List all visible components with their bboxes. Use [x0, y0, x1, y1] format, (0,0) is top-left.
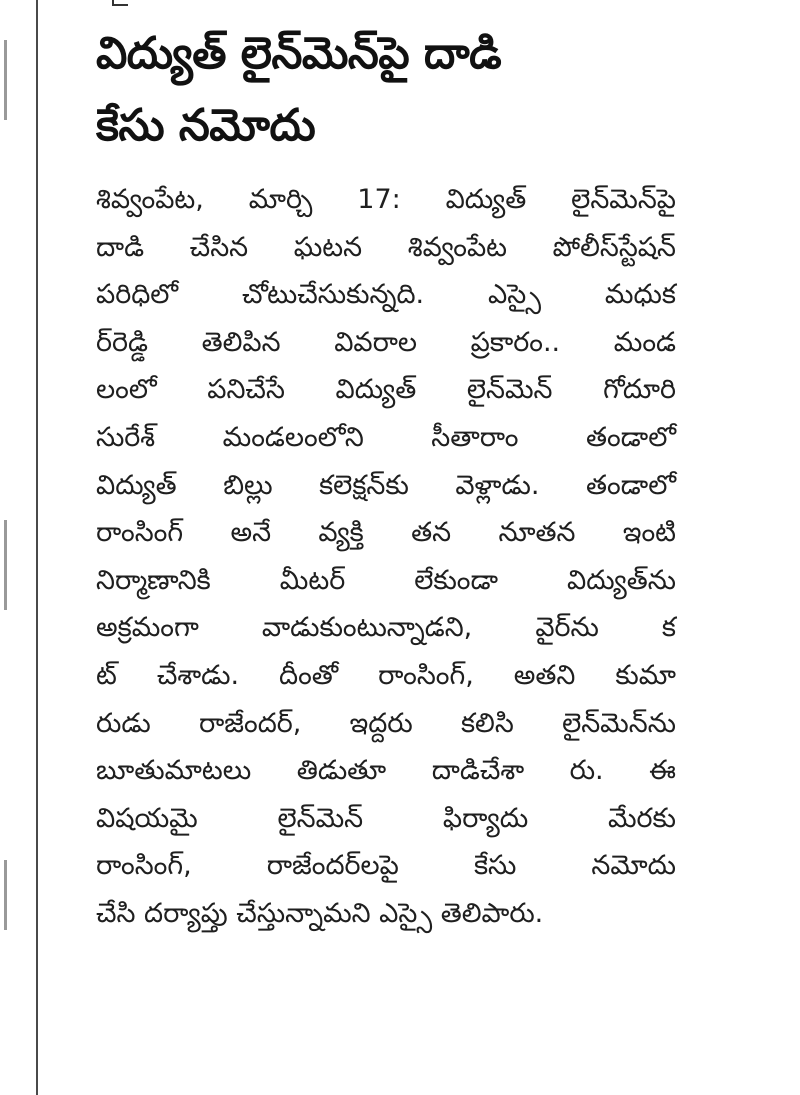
body-line: శివ్వంపేట, మార్చి 17: విద్యుత్ లైన్‌మెన్‌పై	[96, 184, 676, 215]
body-line: లంలో పనిచేసే విద్యుత్ లైన్‌మెన్ గోదూరి	[96, 374, 676, 406]
headline-line: విద్యుత్ లైన్‌మెన్‌పై దాడి	[96, 28, 502, 79]
left-margin-mark	[4, 860, 7, 930]
body-line: పరిధిలో చోటుచేసుకున్నది. ఎస్సై మధుక	[96, 279, 676, 311]
body-line: నిర్మాణానికి మీటర్ లేకుండా విద్యుత్‌ను	[96, 564, 676, 596]
body-line: రుడు రాజేందర్, ఇద్దరు కలిసి లైన్‌మెన్‌ను	[96, 707, 676, 739]
body-line: ర్‌రెడ్డి తెలిపిన వివరాల ప్రకారం.. మండ	[96, 326, 676, 358]
body-line: రాంసింగ్ అనే వ్యక్తి తన నూతన ఇంటి	[96, 517, 676, 549]
body-line: విషయమై లైన్‌మెన్ ఫిర్యాదు మేరకు	[96, 802, 676, 834]
article-body	[96, 176, 676, 938]
body-line: సురేశ్ మండలంలోని సీతారాం తండాలో	[96, 421, 676, 453]
body-line: విద్యుత్ బిల్లు కలెక్షన్‌కు వెళ్లాడు. తండాలో	[96, 469, 676, 501]
body-line: చేసి దర్యాప్తు చేస్తున్నామని ఎస్సై తెలిపారు.	[96, 897, 544, 929]
left-margin-mark	[4, 520, 7, 610]
body-line: రాంసింగ్, రాజేందర్‌లపై కేసు నమోదు	[96, 850, 676, 882]
headline-line: కేసు నమోదు	[96, 100, 316, 151]
body-line: అక్రమంగా వాడుకుంటున్నాడని, వైర్‌ను క	[96, 612, 676, 644]
column-divider	[36, 0, 38, 1095]
news-article	[96, 18, 676, 938]
body-line: బూతుమాటలు తిడుతూ దాడిచేశా రు. ఈ	[96, 755, 676, 787]
body-line: దాడి చేసిన ఘటన శివ్వంపేట పోలీస్‌స్టేషన్	[96, 231, 676, 263]
body-line: ట్ చేశాడు. దీంతో రాంసింగ్, అతని కుమా	[96, 659, 676, 691]
left-margin-mark	[4, 40, 7, 120]
article-headline	[96, 18, 676, 162]
previous-article-fragment	[112, 0, 128, 6]
